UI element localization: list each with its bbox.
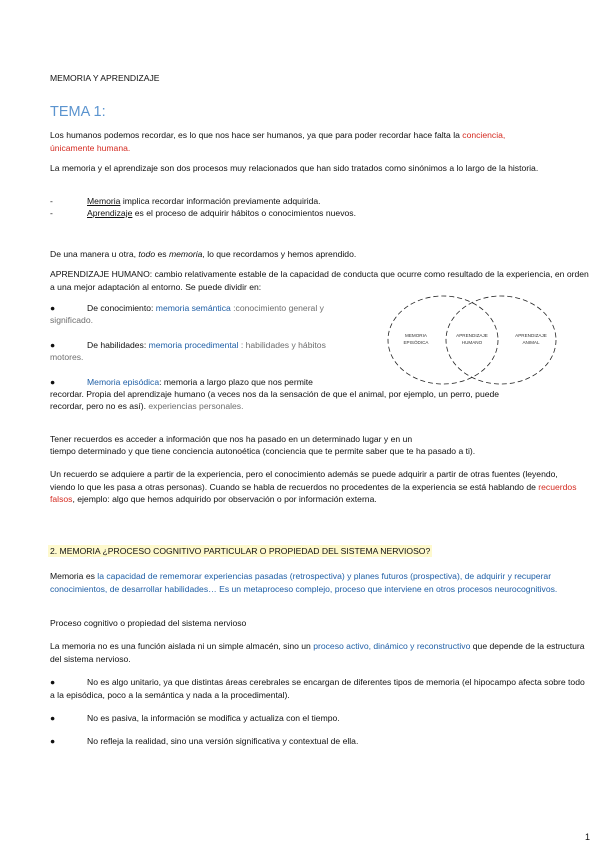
venn-label-right-1: APRENDIZAJE	[515, 333, 547, 338]
paragraph-proceso-cognitivo: Proceso cognitivo o propiedad del sistema nervioso	[50, 618, 247, 628]
bullet-conocimiento: ● De conocimiento: memoria semántica :conocimiento general y	[50, 303, 324, 313]
paragraph-aprendizaje-humano: APRENDIZAJE HUMANO: cambio relativamente estable de la capacidad de conducta que ocurre como resultado de la experiencia, en orden a una mejor adaptación al entorno. Se puede dividir en:	[50, 269, 589, 292]
venn-label-right-2: ANIMAL	[522, 340, 540, 345]
bullet-habilidades: ● De habilidades: memoria procedimental : habilidades y hábitos	[50, 340, 326, 350]
paragraph-relacion: La memoria y el aprendizaje son dos procesos muy relacionados que han sido tratados como sinónimos a lo largo de la historia.	[50, 163, 539, 173]
doc-title: MEMORIA Y APRENDIZAJE	[50, 73, 160, 83]
page-number: 1	[584, 832, 590, 842]
paragraph-recuerdos-line1: Tener recuerdos es acceder a información que nos ha pasado en un determinado lugar y en un	[50, 434, 413, 444]
paragraph-todo-es-memoria: De una manera u otra, todo es memoria, lo que recordamos y hemos aprendido.	[50, 249, 357, 259]
venn-label-left-2: EPISÓDICA	[403, 340, 429, 345]
venn-label-mid-1: APRENDIZAJE	[456, 333, 488, 338]
paragraph-recuerdos-falsos: Un recuerdo se adquiere a partir de la experiencia, pero el conocimiento además se puede adquirir a partir de otras fuentes (leyendo, viendo lo que les pasa a otras personas). Cuando se habla de recuerdos no procedentes de la experiencia se está hablando de recuerdos falsos, ejemplo: algo que hemos adquirido por observación o por información externa.	[50, 469, 577, 504]
paragraph-recuerdos-line2: tiempo determinado y que tiene conciencia autonoética (conciencia que te permite saber que te ha pasado a ti).	[50, 446, 476, 456]
bullet-no-refleja: ● No refleja la realidad, sino una versión significativa y contextual de ella.	[50, 736, 359, 746]
dash-item-aprendizaje: - Aprendizaje es el proceso de adquirir hábitos o conocimientos nuevos.	[50, 208, 356, 218]
section-2-heading: 2. MEMORIA ¿PROCESO COGNITIVO PARTICULAR O PROPIEDAD DEL SISTEMA NERVIOSO?	[50, 546, 431, 556]
bullet-episodica-line3: recordar, pero no es así). experiencias personales.	[50, 401, 244, 411]
bullet-conocimiento-cont: significado.	[50, 315, 93, 325]
paragraph-definicion-memoria: Memoria es la capacidad de rememorar experiencias pasadas (retrospectiva) y planes futuros (prospectiva), de adquirir y recuperar conocimientos, de desarrollar habilidades… Es un metaproceso complejo, proceso que interviene en otros procesos neurocognitivos.	[50, 571, 558, 594]
venn-label-left-1: MEMORIA	[405, 333, 427, 338]
bullet-no-unitario: ● No es algo unitario, ya que distintas áreas cerebrales se encargan de diferentes tipos de memoria (el hipocampo afecta sobre todo a la episódica, poco a la semántica y nada a la procedimental).	[50, 677, 585, 700]
venn-label-mid-2: HUMANO	[461, 340, 483, 345]
paragraph-proceso-activo: La memoria no es una función aislada ni un simple almacén, sino un proceso activo, dinámico y reconstructivo que depende de la estructura del sistema nervioso.	[50, 641, 585, 664]
bullet-episodica: ● Memoria episódica: memoria a largo plazo que nos permite	[50, 377, 313, 387]
paragraph-intro: Los humanos podemos recordar, es lo que nos hace ser humanos, ya que para poder recordar hace falta la conciencia, únicamente humana.	[50, 130, 506, 153]
bullet-habilidades-cont: motores.	[50, 352, 84, 362]
venn-diagram	[383, 290, 563, 390]
bullet-no-pasiva: ● No es pasiva, la información se modifica y actualiza con el tiempo.	[50, 713, 340, 723]
dash-item-memoria: - Memoria implica recordar información previamente adquirida.	[50, 196, 321, 206]
heading-tema-1: TEMA 1:	[50, 104, 106, 120]
bullet-episodica-line2: recordar. Propia del aprendizaje humano (a veces nos da la sensación de que el animal, por ejemplo, un perro, puede	[50, 389, 500, 399]
